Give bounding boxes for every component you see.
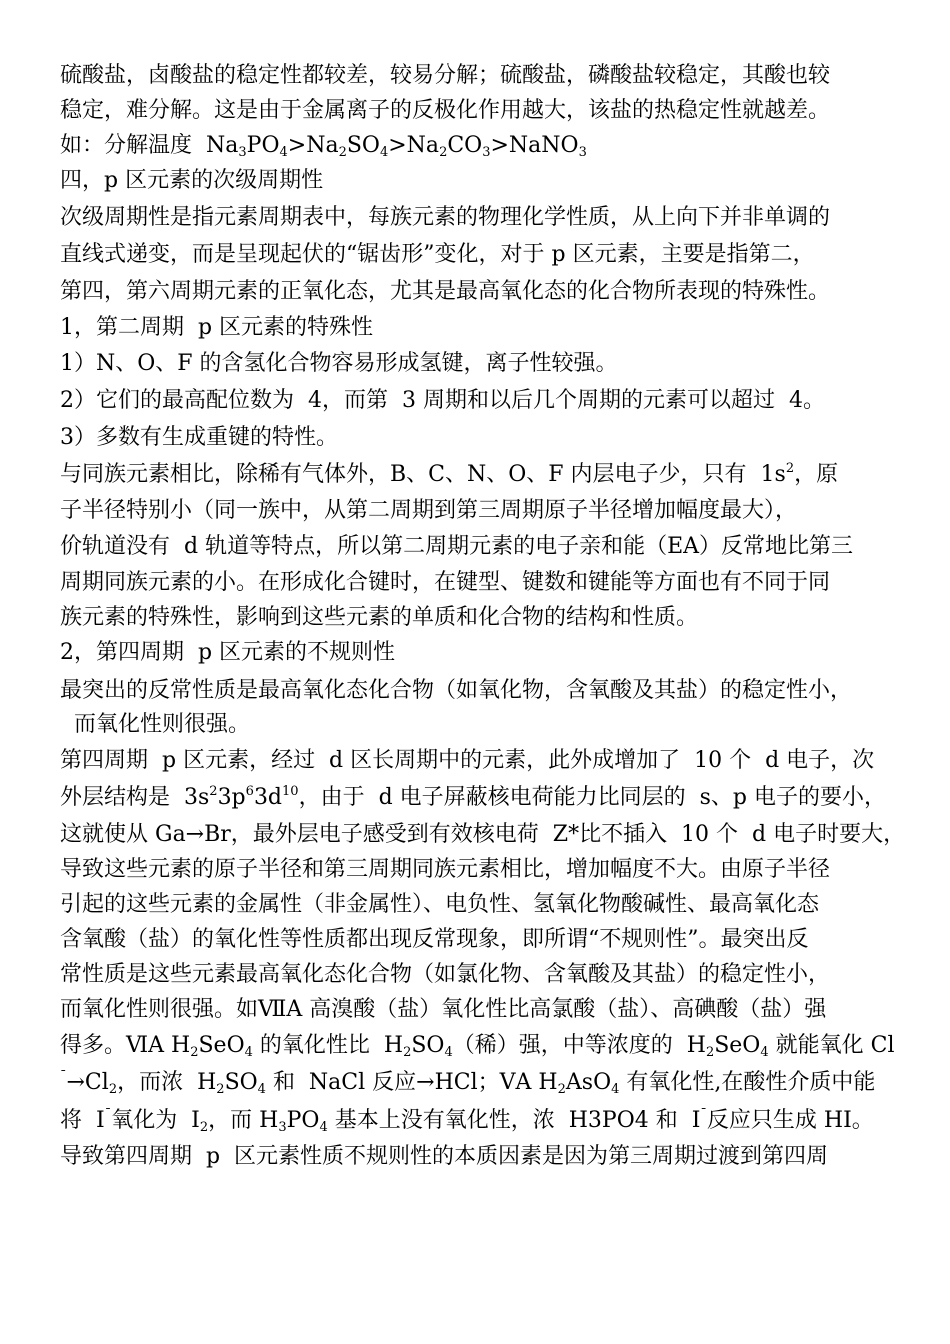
text-run: 周期同族元素的小。在形成化合键时，在键型、键数和键能等方面也有不同于同 (60, 570, 831, 595)
subscript: 4 (319, 1120, 328, 1135)
text-line (60, 61, 830, 91)
superscript: ¯ (104, 1107, 112, 1122)
text-line (60, 995, 826, 1025)
subscript: 2 (439, 145, 448, 160)
text-run: （稀）强，中等浓度的 H (452, 1033, 706, 1058)
text-run: 1，第二周期 p 区元素的特殊性 (60, 315, 374, 340)
text-run: AsO (565, 1070, 612, 1095)
text-run: 3p (217, 785, 246, 810)
text-line (60, 855, 830, 885)
text-run: ，而 H (208, 1108, 279, 1133)
subscript: 4 (760, 1045, 769, 1060)
superscript: 2 (209, 784, 218, 799)
text-line (60, 1142, 828, 1172)
text-run: 基本上没有氧化性，浓 H3PO4 和 I (327, 1108, 701, 1133)
subsection-heading (60, 638, 395, 668)
text-run: 的氧化性比 H (252, 1033, 404, 1058)
text-run: 这就使从 Ga→Br，最外层电子感受到有效核电荷 Z*比不插入 10 个 d 电子时要大， (60, 822, 906, 847)
text-run: SO (224, 1070, 258, 1095)
text-line (60, 960, 830, 990)
list-item (60, 386, 825, 416)
text-run: 族元素的特殊性，影响到这些元素的单质和化合物的结构和性质。 (60, 605, 699, 630)
text-run: 子半径特别小（同一族中，从第二周期到第三周期原子半径增加幅度最大）， (60, 498, 798, 523)
text-run: 第四，第六周期元素的正氧化态，尤其是最高氧化态的化合物所表现的特殊性。 (60, 279, 831, 304)
text-run: 2，第四周期 p 区元素的不规则性 (60, 640, 396, 665)
text-run: 含氧酸（盐）的氧化性等性质都出现反常现象，即所谓“不规则性”。最突出反 (60, 927, 809, 952)
text-line (60, 1031, 895, 1061)
text-line (60, 203, 830, 233)
text-run: 最突出的反常性质是最高氧化态化合物（如氧化物，含氧酸及其盐）的稳定性小， (60, 678, 853, 703)
text-run: SO (346, 133, 380, 158)
text-run: SeO (714, 1033, 761, 1058)
text-run: 四，p 区元素的次级周期性 (60, 168, 324, 193)
subscript: 4 (444, 1045, 453, 1060)
subsection-heading (60, 313, 373, 343)
text-run: 直线式递变，而是呈现起伏的“锯齿形”变化，对于 p 区元素，主要是指第二， (60, 242, 815, 267)
text-run: 而氧化性则很强。 (60, 712, 250, 737)
text-run: 1）N、O、F 的含氢化合物容易形成氢键，离子性较强。 (60, 351, 618, 376)
text-run: 氧化为 I (111, 1108, 200, 1133)
text-run: 有氧化性,在酸性介质中能 (619, 1070, 876, 1095)
subscript: 2 (199, 1120, 209, 1135)
subscript: 3 (482, 145, 491, 160)
subscript: 4 (257, 1082, 266, 1097)
text-run: 得多。ⅥA H (60, 1033, 191, 1058)
text-line (60, 710, 250, 740)
subscript: 3 (278, 1120, 287, 1135)
text-line (60, 676, 852, 706)
text-run: 硫酸盐，卤酸盐的稳定性都较差，较易分解；硫酸盐，磷酸盐较稳定，其酸也较 (60, 63, 831, 88)
text-line (60, 277, 830, 307)
text-line (60, 568, 830, 598)
text-run: SeO (198, 1033, 245, 1058)
subscript: 2 (338, 145, 347, 160)
text-line (60, 131, 587, 161)
superscript: 2 (785, 461, 795, 476)
text-line (60, 603, 698, 633)
text-line (60, 1068, 875, 1098)
superscript: ¯ (60, 1069, 67, 1084)
subscript: 2 (190, 1045, 199, 1060)
subscript: 3 (578, 145, 587, 160)
text-line (60, 890, 819, 920)
text-run: 就能氧化 Cl (768, 1033, 895, 1058)
text-run: >Na (388, 133, 440, 158)
list-item (60, 423, 338, 453)
subscript: 2 (216, 1082, 225, 1097)
text-line (60, 783, 886, 813)
text-run: 3）多数有生成重键的特性。 (60, 425, 338, 450)
text-line (60, 96, 830, 126)
subscript: 2 (557, 1082, 566, 1097)
subscript: 2 (705, 1045, 715, 1060)
text-run: 和 NaCl 反应→HCl；ⅤA H (265, 1070, 558, 1095)
subscript: 2 (108, 1082, 118, 1097)
text-run: ，由于 d 电子屏蔽核电荷能力比同层的 s、p 电子的要小， (298, 785, 886, 810)
text-run: >Na (287, 133, 339, 158)
superscript: ¯ (700, 1107, 707, 1122)
text-run: SO (411, 1033, 445, 1058)
text-run: >NaNO (490, 133, 579, 158)
text-run: PO (246, 133, 280, 158)
subscript: 4 (279, 145, 288, 160)
list-item (60, 349, 618, 379)
text-run: 第四周期 p 区元素，经过 d 区长周期中的元素，此外成增加了 10 个 d 电子，次 (60, 748, 875, 773)
text-run: CO (447, 133, 483, 158)
text-run: 3d (253, 785, 283, 810)
text-run: 将 I (60, 1108, 105, 1133)
superscript: 10 (282, 784, 299, 799)
section-heading (60, 166, 323, 196)
text-run: 导致第四周期 p 区元素性质不规则性的本质因素是因为第三周期过渡到第四周 (60, 1144, 829, 1169)
text-run: 与同族元素相比，除稀有气体外，B、C、N、O、F 内层电子少，只有 1s (60, 462, 786, 487)
subscript: 4 (244, 1045, 253, 1060)
text-line (60, 240, 815, 270)
text-run: 反应只生成 HI。 (706, 1108, 874, 1133)
text-run: 如：分解温度 Na (60, 133, 239, 158)
text-line (60, 746, 874, 776)
text-run: 常性质是这些元素最高氧化态化合物（如氯化物、含氧酸及其盐）的稳定性小， (60, 962, 831, 987)
text-run: ，原 (794, 462, 839, 487)
text-run: 次级周期性是指元素周期表中，每族元素的物理化学性质，从上向下并非单调的 (60, 205, 831, 230)
text-run: PO (286, 1108, 320, 1133)
text-run: ，而浓 H (117, 1070, 217, 1095)
text-run: 而氧化性则很强。如ⅦA 高溴酸（盐）氧化性比高氯酸（盐）、高碘酸（盐）强 (60, 997, 827, 1022)
text-line (60, 460, 838, 490)
text-line (60, 820, 905, 850)
text-line (60, 532, 853, 562)
text-run: 2）它们的最高配位数为 4，而第 3 周期和以后几个周期的元素可以超过 4。 (60, 388, 825, 413)
subscript: 3 (238, 145, 247, 160)
subscript: 4 (611, 1082, 620, 1097)
text-line (60, 1106, 874, 1136)
subscript: 2 (403, 1045, 412, 1060)
text-line (60, 496, 797, 526)
text-run: 导致这些元素的原子半径和第三周期同族元素相比，增加幅度不大。由原子半径 (60, 857, 831, 882)
text-run: 引起的这些元素的金属性（非金属性）、电负性、氢氧化物酸碱性、最高氧化态 (60, 892, 820, 917)
text-run: 外层结构是 3s (60, 785, 210, 810)
text-run: 价轨道没有 d 轨道等特点，所以第二周期元素的电子亲和能（EA）反常地比第三 (60, 534, 854, 559)
text-line (60, 925, 809, 955)
superscript: 6 (245, 784, 254, 799)
text-run: 稳定，难分解。这是由于金属离子的反极化作用越大，该盐的热稳定性就越差。 (60, 98, 831, 123)
subscript: 4 (379, 145, 389, 160)
text-run: →Cl (66, 1070, 109, 1095)
